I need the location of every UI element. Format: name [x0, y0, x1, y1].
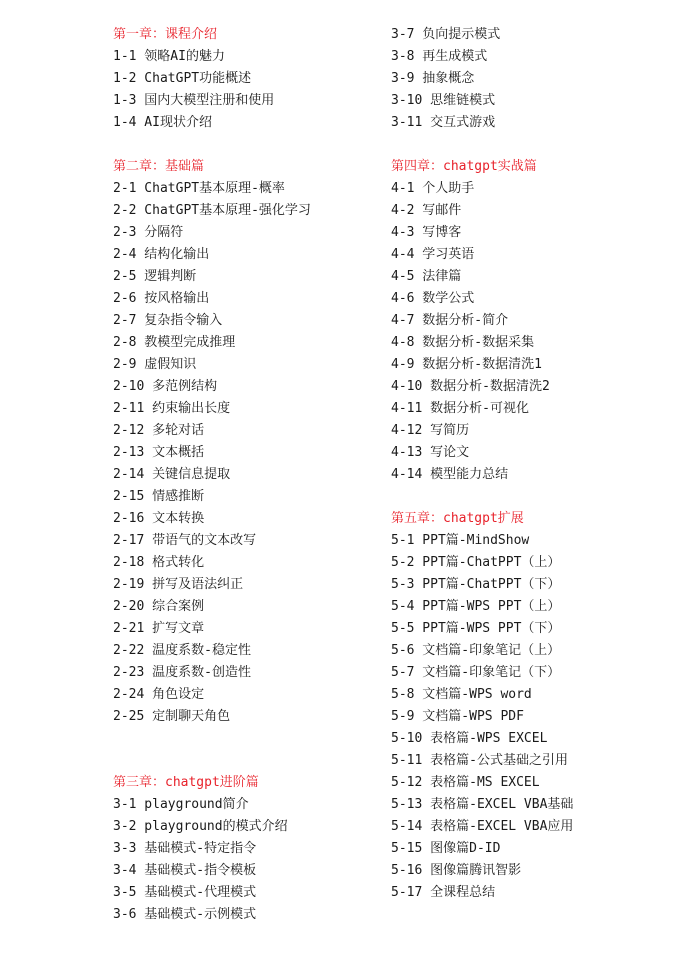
outline-item: 3-11 交互式游戏 — [391, 115, 496, 130]
outline-item: 4-5 法律篇 — [391, 269, 462, 284]
outline-item: 5-12 表格篇-MS EXCEL — [391, 775, 540, 790]
outline-item: 5-3 PPT篇-ChatPPT（下） — [391, 577, 561, 592]
outline-item: 5-13 表格篇-EXCEL VBA基础 — [391, 797, 574, 812]
chapter-5 — [391, 508, 691, 904]
chapter-title: 第二章：基础篇 — [113, 159, 205, 174]
outline-item: 4-4 学习英语 — [391, 247, 475, 262]
outline-item: 2-16 文本转换 — [113, 511, 205, 526]
outline-item: 5-7 文档篇-印象笔记（下） — [391, 665, 561, 680]
outline-item: 4-10 数据分析-数据清洗2 — [391, 379, 550, 394]
outline-item: 5-4 PPT篇-WPS PPT（上） — [391, 599, 561, 614]
chapter-title: 第一章：课程介绍 — [113, 27, 218, 42]
outline-item: 2-1 ChatGPT基本原理-概率 — [113, 181, 285, 196]
outline-item: 4-9 数据分析-数据清洗1 — [391, 357, 542, 372]
outline-item: 3-1 playground简介 — [113, 797, 249, 812]
spacer — [391, 486, 691, 508]
outline-item: 1-4 AI现状介绍 — [113, 115, 212, 130]
spacer — [391, 134, 691, 156]
outline-item: 5-9 文档篇-WPS PDF — [391, 709, 524, 724]
chapter-2 — [113, 156, 383, 728]
outline-item: 5-5 PPT篇-WPS PPT（下） — [391, 621, 561, 636]
outline-item: 5-6 文档篇-印象笔记（上） — [391, 643, 561, 658]
outline-item: 4-1 个人助手 — [391, 181, 475, 196]
outline-item: 3-7 负向提示模式 — [391, 27, 501, 42]
outline-item: 2-14 关键信息提取 — [113, 467, 231, 482]
outline-item: 2-13 文本概括 — [113, 445, 205, 460]
spacer — [113, 134, 383, 156]
outline-item: 1-1 领略AI的魅力 — [113, 49, 225, 64]
outline-item: 2-12 多轮对话 — [113, 423, 205, 438]
outline-item: 4-14 模型能力总结 — [391, 467, 509, 482]
chapter-items — [113, 794, 383, 926]
outline-item: 2-15 情感推断 — [113, 489, 205, 504]
outline-item: 2-9 虚假知识 — [113, 357, 197, 372]
chapter-title: 第三章：chatgpt进阶篇 — [113, 775, 259, 790]
outline-item: 5-14 表格篇-EXCEL VBA应用 — [391, 819, 574, 834]
outline-item: 2-21 扩写文章 — [113, 621, 205, 636]
outline-item: 5-16 图像篇腾讯智影 — [391, 863, 522, 878]
outline-item: 3-6 基础模式-示例模式 — [113, 907, 257, 922]
outline-item: 4-11 数据分析-可视化 — [391, 401, 529, 416]
outline-item: 2-3 分隔符 — [113, 225, 184, 240]
outline-item: 5-15 图像篇D-ID — [391, 841, 501, 856]
outline-item: 4-2 写邮件 — [391, 203, 462, 218]
outline-item: 4-7 数据分析-简介 — [391, 313, 509, 328]
outline-item: 3-10 思维链模式 — [391, 93, 496, 108]
outline-item: 3-2 playground的模式介绍 — [113, 819, 288, 834]
outline-item: 4-8 数据分析-数据采集 — [391, 335, 535, 350]
outline-item: 2-7 复杂指令输入 — [113, 313, 223, 328]
outline-item: 4-3 写博客 — [391, 225, 462, 240]
outline-item: 3-8 再生成模式 — [391, 49, 488, 64]
chapter-3-part-2 — [391, 24, 691, 134]
outline-item: 2-8 教模型完成推理 — [113, 335, 236, 350]
outline-item: 2-6 按风格输出 — [113, 291, 210, 306]
outline-item: 2-23 温度系数-创造性 — [113, 665, 251, 680]
chapter-1 — [113, 24, 383, 134]
outline-item: 1-2 ChatGPT功能概述 — [113, 71, 252, 86]
chapter-items — [113, 178, 383, 728]
outline-item: 4-6 数学公式 — [391, 291, 475, 306]
outline-item: 5-10 表格篇-WPS EXCEL — [391, 731, 548, 746]
chapter-items — [391, 530, 691, 904]
outline-item: 2-22 温度系数-稳定性 — [113, 643, 251, 658]
outline-item: 2-11 约束输出长度 — [113, 401, 231, 416]
chapter-3-part-1 — [113, 772, 383, 926]
chapter-4 — [391, 156, 691, 486]
chapter-items — [113, 46, 383, 134]
outline-item: 5-1 PPT篇-MindShow — [391, 533, 530, 548]
outline-item: 2-10 多范例结构 — [113, 379, 218, 394]
outline-item: 4-12 写简历 — [391, 423, 470, 438]
chapter-title: 第五章：chatgpt扩展 — [391, 511, 524, 526]
outline-item: 5-8 文档篇-WPS word — [391, 687, 532, 702]
left-column — [113, 24, 383, 926]
outline-item: 5-17 全课程总结 — [391, 885, 496, 900]
chapter-title: 第四章：chatgpt实战篇 — [391, 159, 537, 174]
outline-item: 2-20 综合案例 — [113, 599, 205, 614]
outline-item: 2-5 逻辑判断 — [113, 269, 197, 284]
outline-item: 2-19 拼写及语法纠正 — [113, 577, 244, 592]
outline-item: 2-25 定制聊天角色 — [113, 709, 231, 724]
outline-item: 2-24 角色设定 — [113, 687, 205, 702]
outline-item: 3-9 抽象概念 — [391, 71, 475, 86]
outline-item: 1-3 国内大模型注册和使用 — [113, 93, 275, 108]
outline-item: 3-5 基础模式-代理模式 — [113, 885, 257, 900]
chapter-items — [391, 24, 691, 134]
outline-item: 3-3 基础模式-特定指令 — [113, 841, 257, 856]
right-column — [391, 24, 691, 904]
spacer — [113, 728, 383, 772]
chapter-items — [391, 178, 691, 486]
outline-item: 2-17 带语气的文本改写 — [113, 533, 257, 548]
outline-item: 3-4 基础模式-指令模板 — [113, 863, 257, 878]
outline-item: 2-4 结构化输出 — [113, 247, 210, 262]
outline-item: 4-13 写论文 — [391, 445, 470, 460]
outline-item: 5-11 表格篇-公式基础之引用 — [391, 753, 568, 768]
outline-item: 2-18 格式转化 — [113, 555, 205, 570]
outline-item: 5-2 PPT篇-ChatPPT（上） — [391, 555, 561, 570]
outline-item: 2-2 ChatGPT基本原理-强化学习 — [113, 203, 311, 218]
